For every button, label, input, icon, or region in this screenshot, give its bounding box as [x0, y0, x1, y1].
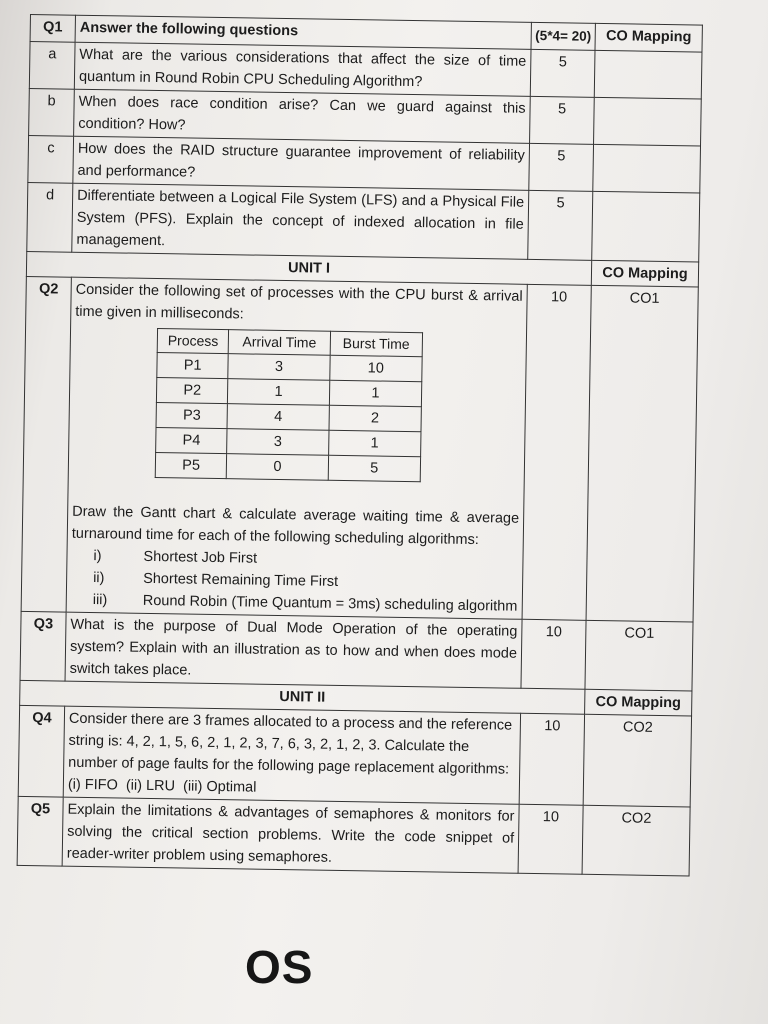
q4-number: Q4	[18, 705, 64, 797]
q1b-co	[594, 97, 702, 146]
table-cell: 1	[329, 380, 422, 406]
list-item-text: Round Robin (Time Quantum = 3ms) scheduling algorithm	[142, 592, 518, 615]
q1a-co	[594, 50, 702, 99]
q1d-row	[27, 182, 700, 262]
q2-co: CO1	[586, 285, 698, 622]
q2-marks: 10	[522, 284, 591, 620]
q4-marks: 10	[519, 713, 584, 805]
table-cell: P3	[156, 403, 228, 429]
q4-body	[63, 706, 520, 804]
table-cell: 4	[227, 404, 329, 431]
q1b-label: b	[29, 88, 75, 136]
q5-marks: 10	[518, 804, 583, 874]
q1-marks-header: (5*4= 20)	[531, 22, 595, 50]
q1b-text: When does race condition arise? Can we guard against this condition? How?	[74, 89, 531, 143]
q4-row	[18, 705, 691, 807]
list-item-number: ii)	[93, 570, 105, 587]
unit2-co-header: CO Mapping	[585, 689, 692, 716]
q5-co: CO2	[582, 805, 690, 876]
process-table	[155, 328, 423, 482]
table-cell: 5	[328, 455, 421, 481]
table-cell: P1	[157, 353, 229, 379]
table-cell: 10	[329, 355, 422, 381]
q3-marks: 10	[521, 619, 586, 689]
table-cell: P4	[156, 428, 228, 454]
table-cell: 3	[228, 354, 330, 381]
q1b-marks: 5	[530, 96, 595, 144]
process-table-header-cell: Process	[157, 329, 229, 354]
q1-number: Q1	[30, 15, 75, 43]
q1d-co	[592, 191, 700, 262]
q2-algorithm-list	[71, 545, 519, 618]
q5-row	[17, 796, 690, 876]
q1c-marks: 5	[529, 143, 594, 191]
process-table-header-cell: Burst Time	[330, 331, 423, 356]
question-table	[17, 14, 703, 876]
handwritten-subject-label: OS	[245, 941, 314, 993]
q5-text: Explain the limitations & advantages of semaphores & monitors for solving the critical section problems. Write the code snippet of reader-writer problem using semaphores.	[62, 797, 519, 873]
q3-text: What is the purpose of Dual Mode Operation of the operating system? Explain with an illustration as to how and when does mode switch takes place.	[65, 612, 522, 688]
q1d-text: Differentiate between a Logical File System (LFS) and a Physical File System (PFS). Explain the concept of indexed allocation in file management.	[72, 183, 529, 259]
table-cell: 2	[329, 405, 422, 431]
q4-options: (i) FIFO (ii) LRU (iii) Optimal	[67, 776, 257, 796]
q3-co: CO1	[585, 620, 693, 691]
q2-number: Q2	[21, 276, 71, 612]
q1a-marks: 5	[530, 49, 595, 97]
q1d-label: d	[27, 182, 73, 252]
q2-body	[66, 277, 527, 619]
table-cell: 3	[227, 429, 329, 456]
table-cell: 1	[228, 379, 330, 406]
unit1-title: UNIT I	[26, 251, 591, 285]
q1c-label: c	[28, 135, 74, 183]
table-cell: P5	[155, 453, 227, 479]
q4-text: Consider there are 3 frames allocated to a process and the reference string is: 4, 2, 1, 5, 6, 2, 1, 2, 3, 7, 6, 3, 2, 1, 2, 3. Calculate the number of page faults for the following page replacement algorithms:	[68, 710, 513, 778]
unit1-co-header: CO Mapping	[591, 260, 698, 287]
q3-row	[20, 611, 693, 691]
table-row	[155, 453, 420, 482]
q4-co: CO2	[583, 714, 691, 807]
exam-sheet	[17, 14, 702, 876]
q1c-text: How does the RAID structure guarantee improvement of reliability and performance?	[73, 136, 530, 190]
table-cell: P2	[156, 378, 228, 404]
q1-co-header: CO Mapping	[595, 23, 702, 52]
table-cell: 1	[328, 430, 421, 456]
q2-intro: Consider the following set of processes with the CPU burst & arrival time given in milliseconds:	[75, 281, 523, 323]
unit2-title: UNIT II	[20, 680, 585, 714]
q2-row	[21, 276, 698, 622]
q1d-marks: 5	[528, 190, 593, 260]
table-cell: 0	[227, 454, 329, 481]
q1a-text: What are the various considerations that affect the size of time quantum in Round Robin CPU Scheduling Algorithm?	[74, 42, 531, 96]
q5-number: Q5	[17, 796, 63, 866]
process-table-header-cell: Arrival Time	[229, 330, 331, 356]
q1a-label: a	[29, 42, 75, 90]
q3-number: Q3	[20, 611, 66, 681]
list-item-text: Shortest Job First	[143, 548, 258, 567]
q1-title: Answer the following questions	[75, 15, 531, 49]
list-item-number: iii)	[92, 592, 108, 609]
list-item-number: i)	[93, 548, 102, 565]
q2-instruction: Draw the Gantt chart & calculate average waiting time & average turnaround time for each of the following scheduling algorithms:	[71, 503, 520, 549]
list-item-text: Shortest Remaining Time First	[143, 570, 339, 590]
q1c-co	[593, 144, 701, 193]
